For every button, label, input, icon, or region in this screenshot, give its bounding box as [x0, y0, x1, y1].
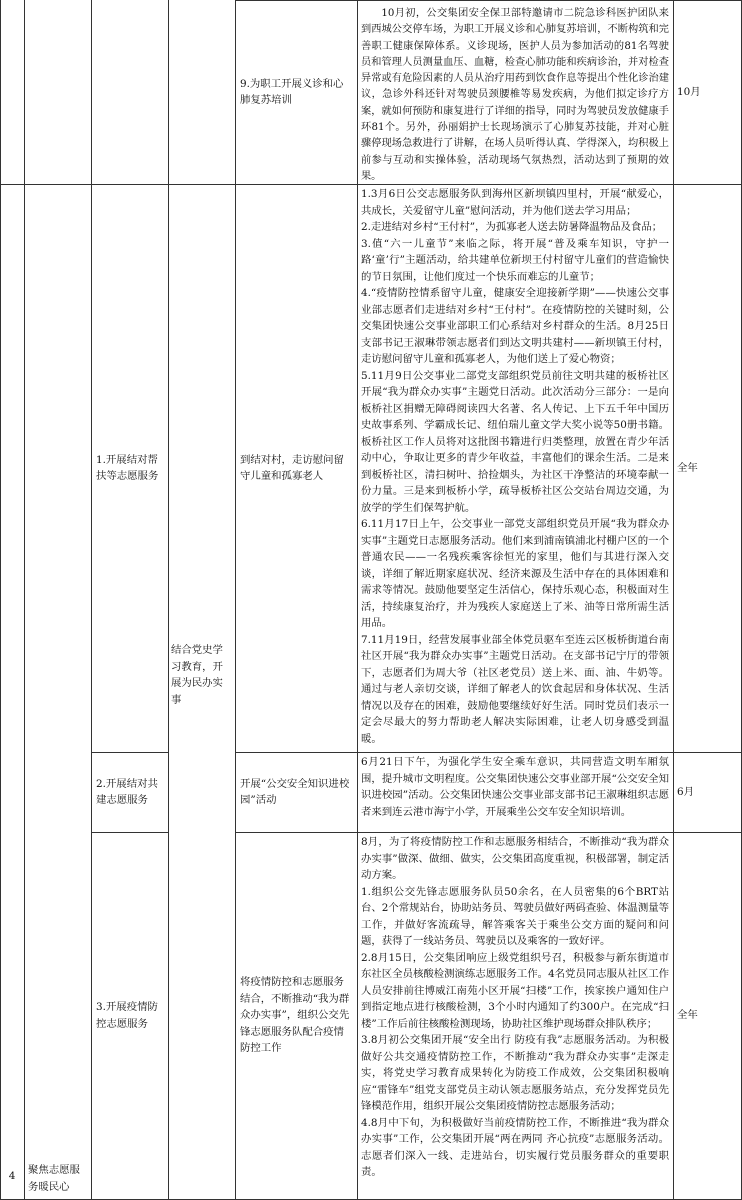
group1-item-label: 到结对村，走访慰问留守儿童和孤寡老人: [240, 453, 344, 482]
group1-paragraph: 3.值“六一儿童节”来临之际，将开展“普及乘车知识，守护一路‘童’行”主题活动，给共建单位新坝王付村留守儿童们的营造愉快的节日氛围，让他们度过一个快乐而难忘的儿童节；: [361, 237, 669, 283]
group3-time-label: 全年: [677, 1009, 698, 1022]
group1-title: [96, 184, 166, 752]
group2-paragraph: 6月21日下午，为强化学生安全乘车意识，共同营造文明车厢氛围，提升城市文明程度。公交集团快速公交事业部开展“公交安全知识进校园”活动。公交集团快速公交事业部支部书记王淑琳组织志愿者来到连云港市海宁小学，开展乘坐公交车安全知识培训。: [361, 756, 669, 818]
group2-item-label: 开展“公交安全知识进校园”活动: [240, 777, 350, 806]
group3-title: [96, 832, 166, 1199]
group3-content: [361, 834, 669, 1199]
group2-title-label: 2.开展结对共建志愿服务: [96, 777, 158, 806]
group2-title: [96, 752, 166, 832]
group2-time-label: 6月: [677, 785, 695, 798]
group2-item: [240, 752, 353, 832]
group1-item: [240, 184, 353, 752]
group1-content: [361, 186, 669, 752]
table-divider-col1: [24, 0, 25, 1200]
row-content-9: [361, 6, 669, 184]
group3-paragraph: 8月，为了将疫情防控工作和志愿服务相结合，不断推动“我为群众办实事”做深、做细、做实，公交集团高度重视，积极部署，制定活动方案。: [361, 836, 669, 881]
row-item-9-label: 9.为职工开展义诊和心肺复苏培训: [240, 77, 344, 106]
section-number: [0, 1150, 24, 1184]
section-subtheme: [171, 625, 233, 725]
group3-item-label: 将疫情防控和志愿服务结合，不断推动“我为群众办实事”，组织公交先锋志愿服务队配合疫情防控工作: [240, 976, 350, 1055]
row-time-9: [677, 0, 737, 184]
table-divider-col4: [235, 0, 236, 1200]
group2-content: [361, 754, 669, 832]
group1-time: [677, 184, 737, 752]
group1-paragraph: 2.走进结对乡村“王付村”，为孤寡老人送去防暑降温物品及食品；: [361, 221, 663, 233]
table-divider-col3: [168, 0, 169, 1200]
group3-paragraph: 2.8月15日，公交集团响应上级党组织号召，积极参与新东街道市东社区全员核酸检测演练志愿服务工作。4名党员同志服从社区工作人员安排前往博威江南苑小区开展“扫楼”工作，挨家挨户通知住户到指定地点进行核酸检测，3个小时内通知了约300户。在完成“扫楼”工作后前往核酸检测现场，协助社区维护现场群众排队秩序；: [361, 951, 669, 1030]
group3-paragraph: 3.8月初公交集团开展“安全出行 防疫有我”志愿服务活动。为积极做好公共交通疫情防控工作，不断推动“我为群众办实事”走深走实，将党史学习教育成果转化为防疫工作成效，公交集团积极响应“雷锋车”组党支部党员主动认领志愿服务站点，充分发挥党员先锋模范作用，组织开展公交集团疫情防控志愿服务活动；: [361, 1034, 669, 1112]
group2-time: [677, 752, 737, 832]
row-time-9-label: 10月: [677, 85, 701, 98]
row-content-9-text: 10月初，公交集团安全保卫部特邀请市二院急诊科医护团队来到西城公交停车场，为职工开展义诊和心肺复苏培训，不断构筑和完善职工健康保障体系。义诊现场，医护人员为参加活动的81名驾驶员和管理人员测量血压、血糖，检查心肺功能和疾病诊治，并对检查异常或有危险因素的人员从治疗用药到饮食作息等提出个性化诊治建议，急诊外科还针对驾驶员颈腰椎等易发疾病，为他们拟定诊疗方案，就如何预防和康复进行了详细的指导，同时为驾驶员发放健康手环81个。另外，孙丽娟护士长现场演示了心肺复苏技能，并对心脏骤停现场急救进行了讲解，在场人员听得认真、学得深入，均积极上前参与互动和实操体验，活动现场气氛热烈，活动达到了预期的效果。: [361, 8, 669, 182]
group3-title-label: 3.开展疫情防控志愿服务: [96, 1001, 158, 1030]
table-divider-col5: [357, 0, 358, 1200]
table-divider-col2: [91, 0, 92, 1200]
group1-paragraph: 5.11月9日公交事业二部党支部组织党员前往文明共建的板桥社区开展“我为群众办实事”主题党日活动。此次活动分三部分：一是向板桥社区捐赠无障碍阅读四大名著、名人传记、上下五千年中国历史故事系列、学霸成长记、纽伯瑞儿童文学大奖小说等50册书籍。板桥社区工作人员将对这批图书籍进行归类整理，放置在青少年活动中心，争取让更多的青少年收益，丰富他们的课余生活。二是来到板桥社区，清扫树叶、拾捡烟头，为社区干净整洁的环境奉献一份力量。三是来到板桥小学，疏导板桥社区公交站台周边交通，为放学的学生们保驾护航。: [361, 369, 669, 514]
section-theme: [28, 1140, 88, 1196]
section-subtheme-label: 结合党史学习教育，开展为民办实事: [171, 644, 223, 706]
group3-paragraph: 4.8月中下旬，为积极做好当前疫情防控工作，不断推进“我为群众办实事”工作，公交集团开展“两在两同 齐心抗疫”志愿服务活动。志愿者们深入一线、走进站台，切实履行党员服务群众的重要职责。: [361, 1116, 669, 1178]
group1-paragraph: 7.11月19日，经营发展事业部全体党员驱车至连云区板桥街道台南社区开展“我为群众办实事”主题党日活动。在支部书记宁厅的带领下，志愿者们为周大爷（社区老党员）送上米、面、油、牛奶等。通过与老人亲切交谈，详细了解老人的饮食起居和身体状况、生活情况以及存在的困难，鼓励他要继续好好生活。同时党员们表示一定会尽最大的努力帮助老人解决实际困难，让老人切身感受到温暖。: [361, 633, 669, 745]
group1-paragraph: 1.3月6日公交志愿服务队到海州区新坝镇四里村，开展“献爱心，共成长，关爱留守儿童”慰问活动，并为他们送去学习用品；: [361, 188, 669, 217]
group1-paragraph: 6.11月17日上午，公交事业一部党支部组织党员开展“我为群众办实事”主题党日志愿服务活动。他们来到浦南镇浦北村棚户区的一个普通农民——一名残疾乘客徐恒光的家里，他们与其进行深入交谈，详细了解近期家庭状况、经济来源及生活中存在的具体困难和需求等情况。鼓励他要坚定生活信心，保持乐观心态，积极面对生活，持续康复治疗，并为残疾人家庭送上了米、油等日常所需生活用品。: [361, 518, 669, 629]
group1-paragraph: 4.“疫情防控情系留守儿童，健康安全迎接新学期”——快速公交事业部志愿者们走进结对乡村“王付村”。在疫情防控的关键时刻，公交集团快速公交事业部职工们心系结对乡村群众的生活。8月25日支部书记王淑琳带领志愿者们到达文明共建村——新坝镇王付村，走访慰问留守儿童和孤寡老人，为他们送上了爱心物资；: [361, 287, 669, 365]
group1-title-label: 1.开展结对帮扶等志愿服务: [96, 453, 159, 482]
row-item-9: [240, 0, 353, 184]
table-border-left: [0, 0, 1, 1200]
group3-paragraph: 1.组织公交先锋志愿服务队员50余名，在人员密集的6个BRT站台、2个常规站台，协助站务员、驾驶员做好两码查验、体温测量等工作，并做好客流疏导，解答乘客关于乘坐公交方面的疑问和问题，获得了一线站务员、驾驶员以及乘客的一致好评。: [361, 885, 669, 947]
group3-time: [677, 832, 737, 1199]
section-number-label: 4: [8, 1169, 16, 1182]
table-divider-col6: [673, 0, 674, 1200]
group1-time-label: 全年: [677, 461, 698, 474]
section-theme-label: 聚焦志愿服务暖民心: [28, 1164, 80, 1193]
group3-item: [240, 832, 353, 1199]
